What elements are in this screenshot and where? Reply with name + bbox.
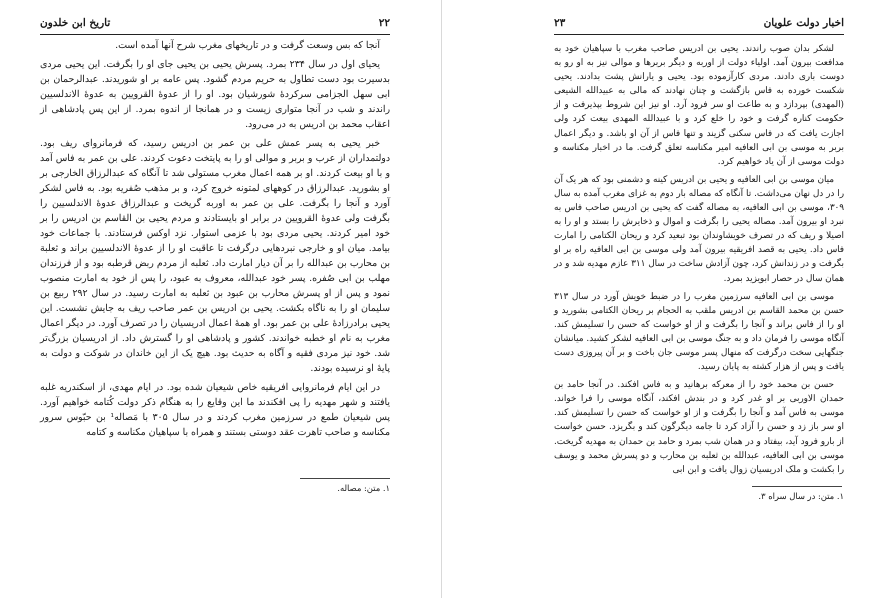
right-footnote: ۱. متن: در سال سراه ۳. <box>758 491 844 501</box>
left-footnote-rule <box>300 478 390 479</box>
right-footnote-rule <box>752 486 842 487</box>
paragraph: خبر یحیی به پسر عمش علی بن عمر بن ادریس رسید، که فرمانروای ریف بود. دولتمداران از عرب و بربر و موالی او را به پایتخت دعوت کردند. علی بن عمر به فاس آمد و با او بیعت کردند. او بر همه اعمال مغرب مستولی شد تا آنگاه که عبدالرزاق الخارجی بر او بشورید. عبدالرزاق در کوههای لمتونه خروج کرد، و بر مذهب صُفریه بود. به فاس لشکر آورد و آنجا را بگرفت. علی بن عمر به اوربه گریخت و عبدالرزاق عدوهٔ الاندلسیین را بگرفت ولی عدوهٔ القرویین در برابر او بایستادند و مردم یحیی بن القاسم بن ادریس را بر خود امیر کردند. یحیی مردی بود با عزمی استوار. نزد اوکس فرستادند. با جماعات خود بیامد. میان او و خارجی نبردهایی درگرفت تا عاقبت او را از عدوهٔ الاندلسیین براند و ثعلبة بن محارب بن عبدالله را بر آن دیار امارت داد. ثعلبه از مردم ربض قرطبه بود و از فرزندان مهلب بن ابی صُفره. پسر خود عبدالله، معروف به عبود، را پس از خود به امارت منصوب نمود و پس از او پسرش محارب بن عبود بن ثعلبه به امارت رسید. در سال ۲۹۲ ربیع بن سلیمان او را به ناگاه بکشت. یحیی بن ادریس بن عمر صاحب ریف به جایش نشست. این یحیی برادرزادهٔ علی بن عمر بود. او همهٔ اعمال ادریسیان را در تصرف آورد. در دیگر اعمال مغرب به نام او خطبه خواندند. کشور و پادشاهی او را گسترش داد. از ادریسیان بزرگ‌تر شد. خود نیز مردی فقیه و آگاه به حدیث بود. هیچ یک از این خاندان در شوکت و دولت به پایهٔ او نرسیده بودند. <box>40 138 390 374</box>
left-page <box>0 0 441 598</box>
right-running-title: اخبار دولت علویان <box>763 17 844 29</box>
paragraph: میان موسی بن ابی العافیه و یحیی بن ادریس کینه و دشمنی بود که هر یک آن را در دل نهان می‌داشت. تا آنگاه که مصاله بار دوم به غزای مغرب آمده به سال ۳۰۹، موسی بن ابی العافیه، به مصاله گفت که یحیی بن ادریس صاحب فاس به نبرد او بیرون آمد. مصاله یحیی را بگرفت و اموال و ذخایرش را بستد و او را به اصیلا و ریف که در تصرف خویشاوندان بود تبعید کرد و ریحان الکتامی را امارت فاس داد. یحیی به قصد افریقیه بیرون آمد ولی موسی بن ابی العافیه راه بر او بگرفت و در زندانش کرد، چون آزادش ساخت در سال ۳۱۱ عازم مهدیه شد و در همان سال در حصار ابویزید بمرد. <box>554 174 844 284</box>
left-footnote: ۱. متن: مصاله. <box>337 483 390 493</box>
right-body-text <box>554 42 844 481</box>
right-page-header <box>554 12 844 34</box>
paragraph: موسی بن ابی العافیه سرزمین مغرب را در ضبط خویش آورد در سال ۳۱۳ حسن بن محمد القاسم بن ادریس ملقب به الحجام بر ریحان الکتامی بشورید و او را از فاس براند و آنجا را بگرفت و از او خواست که حسن را تسلیمش کند. آنگاه موسی را فرمان داد و به جنگ موسی بن ابی العافیه لشکر کشید. میانشان جنگهایی سخت درگرفت که منهال پسر موسی جان باخت و بر آن پیروزی دست یافت و پس از هزار کشته به پایان رسید. <box>554 291 844 373</box>
paragraph: یحیای اول در سال ۲۳۴ بمرد. پسرش یحیی بن یحیی جای او را بگرفت. این یحیی مردی بدسیرت بود دست تطاول به حریم مردم گشود. پس عامه بر او شوریدند. عبدالرحمان بن ابی سهل الجزامی سرکردهٔ شورشیان بود. او را از عدوهٔ القرویین به عدوهٔ الاندلسیین راندند و شب در آنجا متواری زیست و در همانجا از اندوه بمرد. از این پس پادشاهی از اعقاب محمد بن ادریس به در می‌رود. <box>40 59 390 130</box>
left-page-number: ۲۲ <box>378 17 390 29</box>
left-body-text <box>40 38 390 444</box>
paragraph: حسن بن محمد خود را از معرکه برهانید و به فاس افکند. در آنجا حامد بن حمدان الاوربی بر او غدر کرد و در بندش افکند، آنگاه موسی را فرا خواند. موسی به فاس آمد و آنجا را بگرفت و از او خواست که حسن را تسلیمش کند. او سر باز زد و حسن را آزاد کرد تا جامه دیگرگون کند و بگریزد. حسن خواست از بارو فرود آید، بیفتاد و در همان شب بمرد و حامد بن حمدان به مهدیه گریخت. موسی بن ابی العافیه، عبدالله بن ثعلبه بن محارب و دو پسرش محمد و یوسف را بکشت و ملک ادریسیان زوال یافت و ابن ابی <box>554 380 844 475</box>
left-header-rule <box>40 34 390 35</box>
paragraph: در این ایام فرمانروایی افریقیه خاص شیعیان شده بود. در ایام مهدی، از اسکندریه غلبه یافتند و شهر مهدیه را پی افکندند ما این وقایع را به هنگام ذکر دولت کُتامه خواهیم آورد. پس شیعیان طمع در سرزمین مغرب کردند و در سال ۳۰۵ با مَصاله¹ بن حبّوس سرور مکناسه و صاحب تاهرت عقد دوستی بستند و همراه با سپاهیان مکناسه و کتامه <box>40 382 390 438</box>
left-running-title: تاریخ ابن خلدون <box>40 17 111 29</box>
right-page <box>442 0 883 598</box>
right-page-number: ۲۳ <box>554 17 566 29</box>
left-page-header <box>40 12 390 34</box>
right-header-rule <box>554 34 844 35</box>
paragraph: لشکر بدان صوب راندند. یحیی بن ادریس صاحب مغرب با سپاهیان خود به مدافعت بیرون آمد. اولیاء دولت از اوربه و دیگر بربرها و موالی نیز به او رو به دوست باری دادند. مردی کارآزموده بود. یحیی و یارانش پشت بدادند. یحیی شکست خورده به فاس بازگشت و چنان نهادند که مالی به عبیدالله الشیعی (المهدی) بپردازد و به طاعت او سر فرود آرد. او نیز این شروط بپذیرفت و از حکومت کناره گرفت و خود را خلع کرد و با عبیدالله المهدی بیعت کرد ولی اجازت یافت که در فاس سکنی گزیند و تنها فاس از آن او باشد. و دیگر اعمال بربر به موسی بن ابی العافیه امیر مکناسه تعلق گرفت. ما در اخبار مکناسه و دولت موسی از آن یاد خواهیم کرد. <box>554 44 844 167</box>
paragraph: آنجا که بس وسعت گرفت و در تاریخهای مغرب شرح آنها آمده است. <box>115 40 380 51</box>
